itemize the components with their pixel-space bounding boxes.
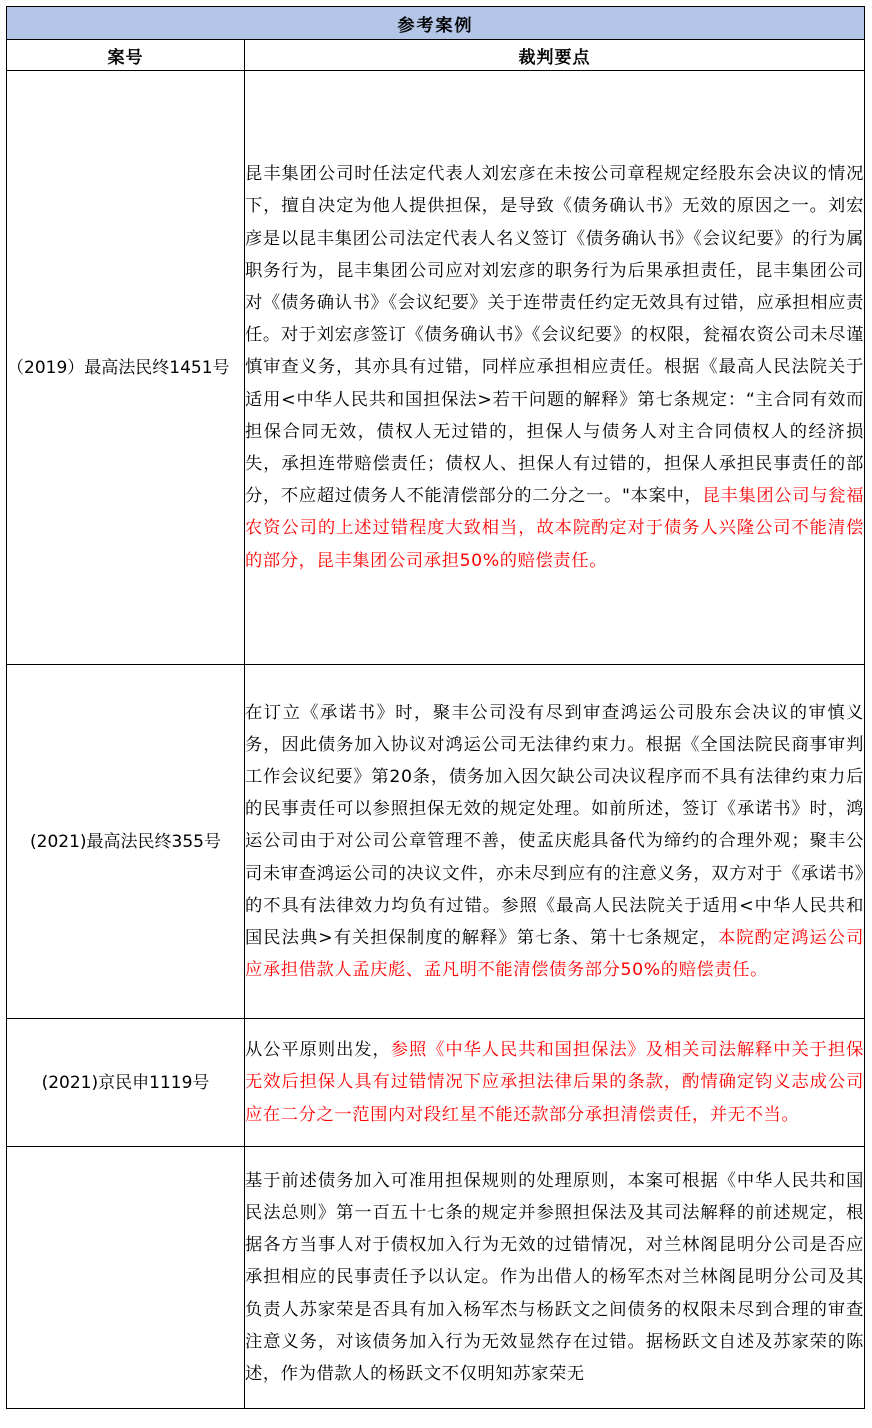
key-points-cell [245, 71, 865, 665]
key-points-cell [245, 665, 865, 1019]
key-points-text: 基于前述债务加入可准用担保规则的处理原则，本案可根据《中华人民共和国民法总则》第一百五十七条的规定并参照担保法及其司法解释的前述规定，根据各方当事人对于债权加入行为无效的过错情况，对兰林阁昆明分公司是否应承担相应的民事责任予以认定。作为出借人的杨军杰对兰林阁昆明分公司及其负责人苏家荣是否具有加入杨军杰与杨跃文之间债务的权限未尽到合理的审查注意义务，对该债务加入行为无效显然存在过错。据杨跃文自述及苏家荣的陈述，作为借款人的杨跃文不仅明知苏家荣无 [245, 1170, 864, 1384]
key-points-text: 从公平原则出发， [245, 1040, 391, 1061]
header-case-number: 案号 [7, 40, 245, 71]
reference-cases-table [6, 6, 865, 1409]
key-points-text: 在订立《承诺书》时，聚丰公司没有尽到审查鸿运公司股东会决议的审慎义务，因此债务加入协议对鸿运公司无法律约束力。根据《全国法院民商事审判工作会议纪要》第20条，债务加入因欠缺公司决议程序而不具有法律约束力后的民事责任可以参照担保无效的规定处理。如前所述，签订《承诺书》时，鸿运公司由于对公司公章管理不善，使孟庆彪具备代为缔约的合理外观；聚丰公司未审查鸿运公司的决议文件，亦未尽到应有的注意义务，双方对于《承诺书》的不具有法律效力均负有过错。参照《最高人民法院关于适用<中华人民共和国民法典>有关担保制度的解释》第七条、第十七条规定， [245, 702, 864, 948]
case-number-cell: (2021)最高法民终355号 [7, 665, 245, 1019]
table-title-row [7, 7, 865, 40]
key-points-highlight: 本院酌定鸿运公司应承担借款人孟庆彪、孟凡明不能清偿债务部分50%的赔偿责任。 [245, 928, 864, 981]
header-key-points: 裁判要点 [245, 40, 865, 71]
table-row [7, 665, 865, 1019]
case-number-cell [7, 1147, 245, 1409]
key-points-text: 昆丰集团公司时任法定代表人刘宏彦在未按公司章程规定经股东会决议的情况下，擅自决定为他人提供担保，是导致《债务确认书》无效的原因之一。刘宏彦是以昆丰集团公司法定代表人名义签订《债务确认书》《会议纪要》的行为属职务行为，昆丰集团公司应对刘宏彦的职务行为后果承担责任，昆丰集团公司对《债务确认书》《会议纪要》关于连带责任约定无效具有过错，应承担相应责任。对于刘宏彦签订《债务确认书》《会议纪要》的权限，瓮福农资公司未尽谨慎审查义务，其亦具有过错，同样应承担相应责任。根据《最高人民法院关于适用<中华人民共和国担保法>若干问题的解释》第七条规定：“主合同有效而担保合同无效，债权人无过错的，担保人与债务人对主合同债权人的经济损失，承担连带赔偿责任；债权人、担保人有过错的，担保人承担民事责任的部分，不应超过债务人不能清偿部分的二分之一。"本案中， [245, 164, 864, 507]
case-number-cell: (2021)京民申1119号 [7, 1019, 245, 1147]
case-number-cell: （2019）最高法民终1451号 [7, 71, 245, 665]
table-row [7, 1019, 865, 1147]
key-points-highlight: 昆丰集团公司与瓮福农资公司的上述过错程度大致相当，故本院酌定对于债务人兴隆公司不能清偿的部分，昆丰集团公司承担50%的赔偿责任。 [245, 486, 864, 571]
table-title: 参考案例 [7, 7, 865, 40]
table-row [7, 71, 865, 665]
key-points-cell [245, 1019, 865, 1147]
key-points-cell [245, 1147, 865, 1409]
table-row [7, 1147, 865, 1409]
table-header-row [7, 40, 865, 71]
key-points-highlight: 参照《中华人民共和国担保法》及相关司法解释中关于担保无效后担保人具有过错情况下应承担法律后果的条款，酌情确定钧义志成公司应在二分之一范围内对段红星不能还款部分承担清偿责任，并无不当。 [245, 1040, 864, 1125]
